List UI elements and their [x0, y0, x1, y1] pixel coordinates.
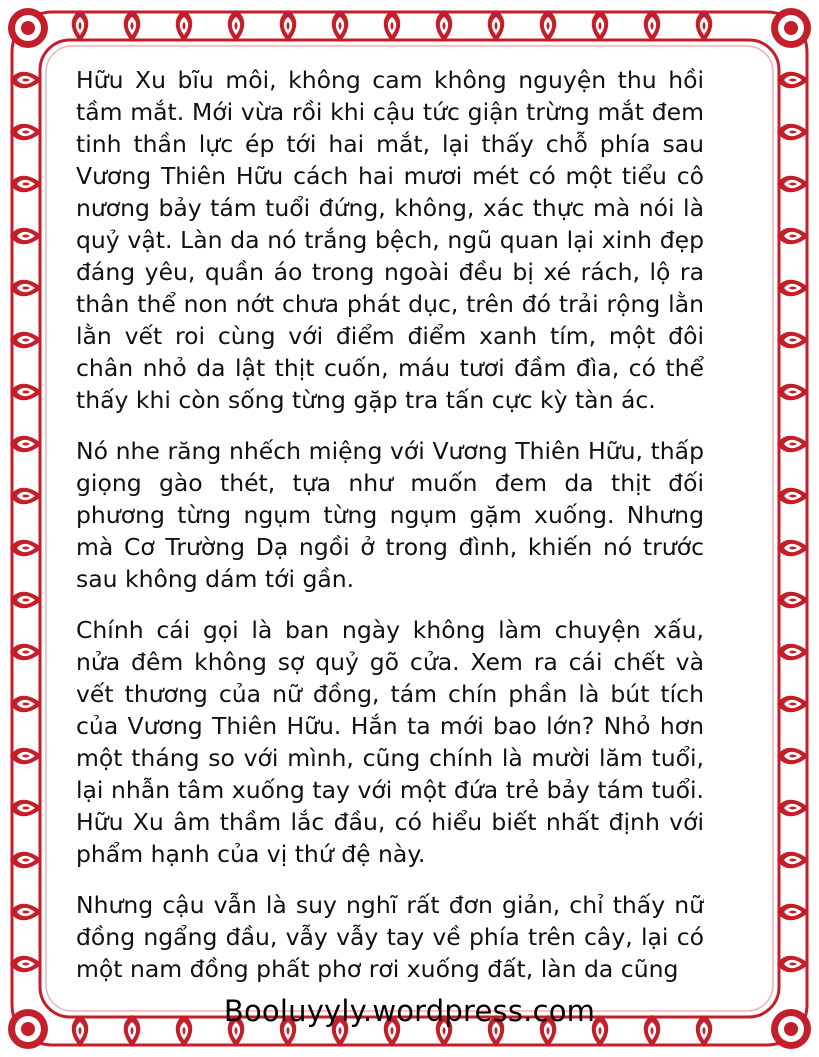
border-ornament-icon: [10, 696, 42, 713]
border-ornament-icon: [777, 748, 809, 765]
border-ornament-icon: [10, 332, 42, 349]
border-ornament-icon: [10, 904, 42, 921]
border-ornament-icon: [10, 124, 42, 141]
border-ornament-icon: [280, 10, 297, 42]
border-ornament-icon: [777, 852, 809, 869]
border-ornament-icon: [777, 956, 809, 973]
border-ornament-icon: [777, 124, 809, 141]
border-ornament-icon: [777, 540, 809, 557]
paragraph: Chính cái gọi là ban ngày không làm chuyện xấu, nửa đêm không sợ quỷ gõ cửa. Xem ra cái chết và vết thương của nữ đồng, tám chín phần là bút tích của Vương Thiên Hữu. Hắn ta mới bao lớn? Nhỏ hơn một tháng so với mình, cũng chính là mười lăm tuổi, lại nhẫn tâm xuống tay với một đứa trẻ bảy tám tuổi. Hữu Xu âm thầm lắc đầu, có hiểu biết nhất định với phẩm hạnh của vị thứ đệ này.: [76, 616, 704, 868]
border-ornament-icon: [644, 10, 661, 42]
watermark: Booluyyly.wordpress.com: [223, 994, 596, 1028]
border-ornament-icon: [777, 176, 809, 193]
border-ornament-icon: [696, 10, 713, 42]
border-ornament-icon: [777, 436, 809, 453]
border-ornament-icon: [332, 10, 349, 42]
border-ornament-icon: [777, 800, 809, 817]
border-ornament-icon: [10, 956, 42, 973]
border-ornament-icon: [777, 72, 809, 89]
border-ornament-icon: [10, 280, 42, 297]
border-ornament-icon: [176, 10, 193, 42]
border-ornament-icon: [10, 228, 42, 245]
body-text: [76, 64, 704, 985]
border-ornament-icon: [777, 904, 809, 921]
border-ornament-icon: [384, 10, 401, 42]
border-ornament-icon: [10, 72, 42, 89]
border-ornament-icon: [777, 384, 809, 401]
border-ornament-icon: [540, 10, 557, 42]
border-ornament-icon: [124, 10, 141, 42]
border-ornament-icon: [777, 332, 809, 349]
paragraph: Hữu Xu bĩu môi, không cam không nguyện thu hồi tầm mắt. Mới vừa rồi khi cậu tức giận trừng mắt đem tinh thần lực ép tới hai mắt, lại thấy chỗ phía sau Vương Thiên Hữu cách hai mươi mét có một tiểu cô nương bảy tám tuổi đứng, không, xác thực mà nói là quỷ vật. Làn da nó trắng bệch, ngũ quan lại xinh đẹp đáng yêu, quần áo trong ngoài đều bị xé rách, lộ ra thân thể non nớt chưa phát dục, trên đó trải rộng lằn lằn vết roi cùng với điểm điểm xanh tím, một đôi chân nhỏ da lật thịt cuốn, máu tươi đầm đìa, có thể thấy khi còn sống từng gặp tra tấn cực kỳ tàn ác.: [76, 66, 704, 414]
border-ornament-icon: [10, 488, 42, 505]
border-ornament-icon: [72, 10, 89, 42]
border-ornament-icon: [592, 10, 609, 42]
border-ornament-icon: [777, 280, 809, 297]
border-ornament-icon: [10, 852, 42, 869]
border-ornament-icon: [777, 696, 809, 713]
border-ornament-icon: [777, 644, 809, 661]
border-ornament-icon: [10, 748, 42, 765]
border-ornament-icon: [10, 436, 42, 453]
border-ornament-icon: [10, 540, 42, 557]
border-ornament-icon: [228, 10, 245, 42]
border-ornament-icon: [436, 10, 453, 42]
paragraph: Nó nhe răng nhếch miệng với Vương Thiên Hữu, thấp giọng gào thét, tựa như muốn đem da thịt đối phương từng ngụm từng ngụm gặm xuống. Nhưng mà Cơ Trường Dạ ngồi ở trong đình, khiến nó trước sau không dám tới gần.: [76, 437, 704, 593]
border-ornament-icon: [10, 800, 42, 817]
border-ornament-icon: [10, 176, 42, 193]
border-ornament-icon: [10, 592, 42, 609]
border-ornament-icon: [777, 592, 809, 609]
border-ornament-icon: [777, 228, 809, 245]
border-ornament-icon: [10, 384, 42, 401]
paragraph: Nhưng cậu vẫn là suy nghĩ rất đơn giản, chỉ thấy nữ đồng ngẩng đầu, vẫy vẫy tay về phía trên cây, lại có một nam đồng phất phơ rơi xuống đất, làn da cũng: [76, 891, 704, 983]
border-ornament-icon: [488, 10, 505, 42]
border-ornament-icon: [10, 644, 42, 661]
border-ornament-icon: [777, 488, 809, 505]
